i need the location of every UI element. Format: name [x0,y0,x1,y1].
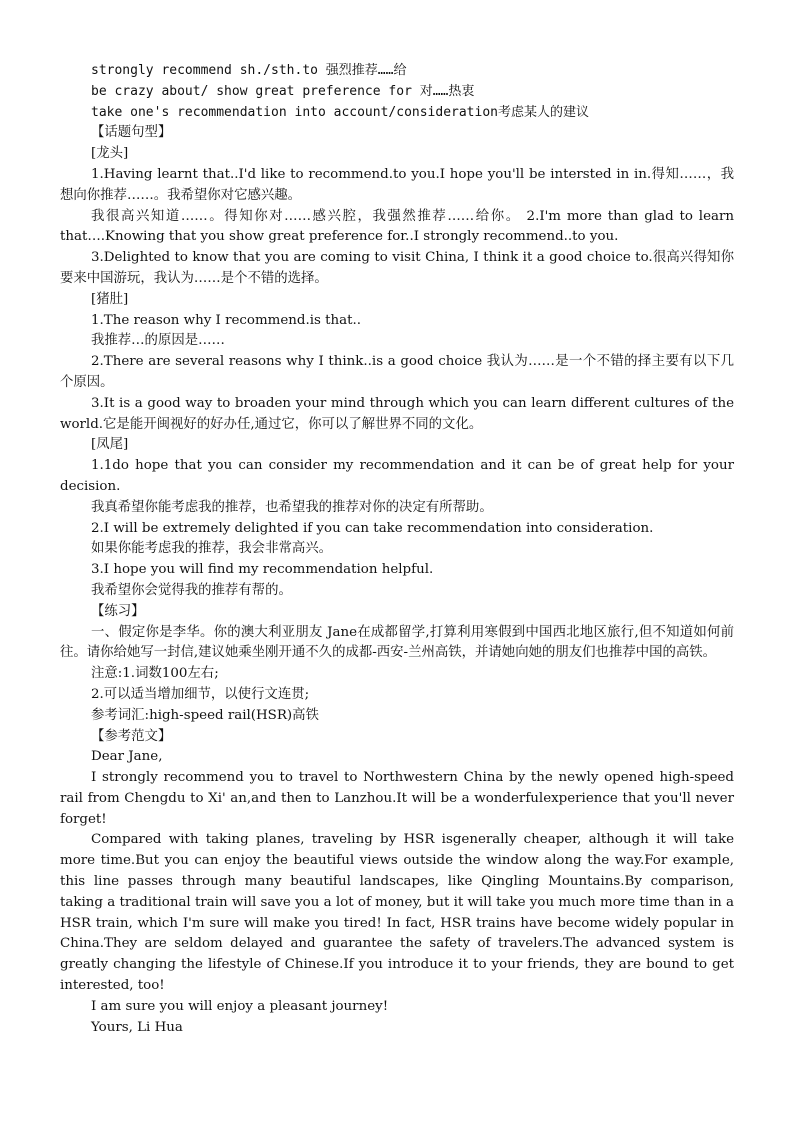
practice-heading: 【练习】 [91,603,145,619]
vocab-line-2: be crazy about/ show great preference for 对……热衷 [91,83,475,99]
tail-sentence-3-translation: 我希望你会觉得我的推荐有帮的。 [91,582,292,598]
head-label: [龙头] [91,146,129,162]
topic-heading: 【话题句型】 [91,125,172,141]
tail-label: [凤尾] [91,437,129,453]
head-sentence-3: 3.Delighted to know that you are coming to visit China, I think it a good choice to.很高兴得知你要来中国游玩，我认为……是个不错的选择。 [60,250,734,286]
letter-paragraph-1: I strongly recommend you to travel to Northwestern China by the newly opened high-speed rail from Chengdu to Xi' an,and then to Lanzhou.It will be a wonderfulexperience that you'll never forget! [60,770,734,827]
document-page [60,61,734,1038]
vocab-line-3: take one's recommendation into account/consideration考虑某人的建议 [91,104,589,120]
letter-closing: Yours, Li Hua [91,1019,183,1035]
tail-sentence-1-translation: 我真希望你能考虑我的推荐，也希望我的推荐对你的决定有所帮助。 [91,499,493,515]
letter-greeting: Dear Jane, [91,749,163,765]
practice-note-2: 2.可以适当增加细节，以使行文连贯; [91,686,310,702]
body-sentence-2: 2.There are several reasons why I think..is a good choice 我认为……是一个不错的择主要有以下几个原因。 [60,354,734,390]
model-heading: 【参考范文】 [91,728,172,744]
body-sentence-3: 3.It is a good way to broaden your mind through which you can learn different cultures of the world.它是能开闽视好的好办任,通过它，你可以了解世界不同的文化。 [60,395,734,432]
vocab-line-1: strongly recommend sh./sth.to 强烈推荐……给 [91,63,407,78]
body-label: [猪肚] [91,291,129,307]
practice-task: 一、假定你是李华。你的澳大利亚朋友 Jane在成都留学,打算利用寒假到中国西北地区旅行,但不知道如何前往。请你给她写一封信,建议她乘坐刚开通不久的成都-西安-兰州高铁，并请她向她的朋友们也推荐中国的高铁。 [60,624,734,661]
tail-sentence-3: 3.I hope you will find my recommendation helpful. [91,562,434,578]
letter-paragraph-3: I am sure you will enjoy a pleasant journey! [91,998,389,1014]
tail-sentence-2-translation: 如果你能考虑我的推荐，我会非常高兴。 [91,541,333,557]
practice-note-1: 注意:1.词数100左右; [91,666,219,682]
head-sentence-1: 1.Having learnt that..I'd like to recommend.to you.I hope you'll be intersted in in.得知……，我想向你推荐……。我希望你对它感兴趣。 [60,166,734,203]
letter-paragraph-2: Compared with taking planes, traveling by HSR isgenerally cheaper, although it will take more time.But you can enjoy the beautiful views outside the window along the way.For example, this line passes through many beautiful landscapes, like Qingling Mountains.By comparison, taking a traditional train will save you a lot of money, but it will take you much more time than in a HSR train, which I'm sure will make you tired! In fact, HSR trains have become widely popular in China.They are seldom delayed and guarantee the safety of travelers.The advanced system is greatly changing the lifestyle of Chinese.If you introduce it to your friends, they are bound to get interested, too! [60,832,734,994]
tail-sentence-2: 2.I will be extremely delighted if you can take recommendation into consideration. [91,520,654,536]
tail-sentence-1: 1.1do hope that you can consider my recommendation and it can be of great help for your decision. [60,458,734,494]
body-sentence-1-translation: 我推荐…的原因是…… [91,333,225,349]
practice-vocab: 参考词汇:high-speed rail(HSR)高铁 [91,707,319,723]
head-sentence-2: 我很高兴知道……。得知你对……感兴腔，我强然推荐……给你。 2.I'm more than glad to learn that….Knowing that you show great preference for..I strongly recommend..to you. [60,208,734,245]
body-sentence-1: 1.The reason why I recommend.is that.. [91,312,362,328]
